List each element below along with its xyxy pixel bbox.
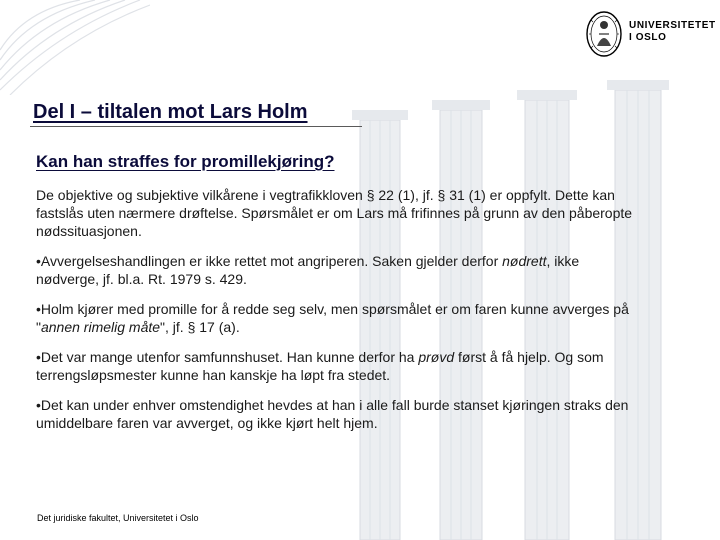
paragraph-text: først å få hjelp. Og som terrengsløpsmester kunne han kanskje ha løpt fra stedet.	[36, 349, 604, 383]
bullet-paragraph	[36, 348, 636, 384]
university-logo	[585, 10, 716, 60]
subheading: Kan han straffes for promillekjøring?	[36, 152, 335, 171]
slide-body	[36, 152, 636, 444]
title-divider	[30, 126, 362, 127]
emphasized-text: nødrett	[502, 253, 547, 269]
university-name	[629, 20, 716, 44]
paragraph-text: •Holm kjører med promille for å redde seg selv, men spørsmålet er om faren kunne avverges på "	[36, 301, 629, 335]
paragraph-text: De objektive og subjektive vilkårene i vegtrafikkloven § 22 (1), jf. § 31 (1) er oppfylt. Dette kan fastslås uten nærmere drøftelse. Spørsmålet er om Lars må frifinnes på grunn av den påberopte nødssituasjonen.	[36, 187, 633, 239]
paragraph-text: •Det var mange utenfor samfunnshuset. Han kunne derfor ha	[36, 349, 419, 365]
bullet-paragraph	[36, 396, 636, 432]
paragraph	[36, 186, 636, 240]
paragraph-text: •Avvergelseshandlingen er ikke rettet mot angriperen. Saken gjelder derfor	[36, 253, 503, 269]
footer-text: Det juridiske fakultet, Universitetet i Oslo	[37, 513, 199, 523]
paragraph-text: ", jf. § 17 (a).	[160, 319, 240, 335]
university-seal-icon	[585, 10, 623, 58]
paragraph-text: , ikke nødverge, jf. bl.a. Rt. 1979 s. 429.	[36, 253, 580, 287]
bullet-paragraph	[36, 252, 636, 288]
background-arc-decoration	[0, 0, 150, 95]
university-name-line2: I OSLO	[629, 32, 667, 43]
paragraph-text: •Det kan under enhver omstendighet hevdes at han i alle fall burde stanset kjøringen straks den umiddelbare faren var avverget, og ikke kjørt helt hjem.	[36, 397, 629, 431]
emphasized-text: annen rimelig måte	[40, 319, 161, 335]
university-name-line1: UNIVERSITETET	[629, 20, 716, 31]
bullet-paragraph	[36, 300, 636, 336]
slide-title: Del I – tiltalen mot Lars Holm	[33, 101, 308, 123]
emphasized-text: prøvd	[418, 349, 455, 365]
